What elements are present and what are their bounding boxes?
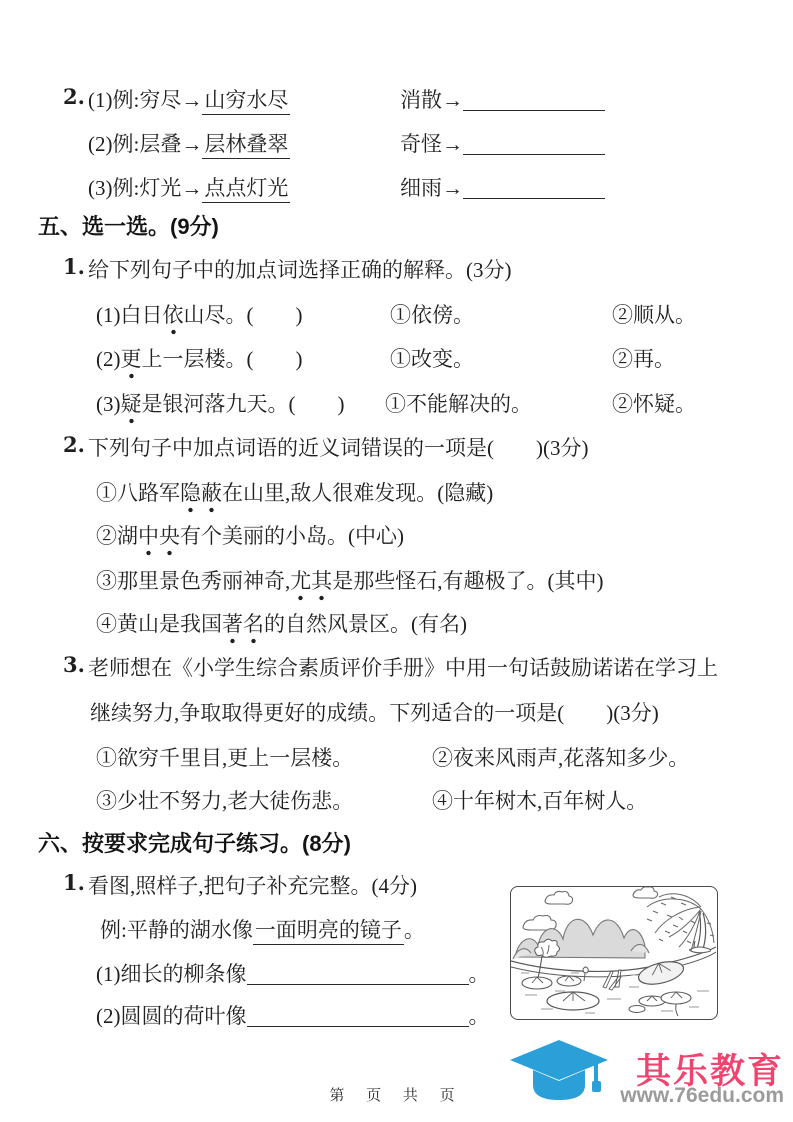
example-word: 层林叠翠 <box>202 132 290 159</box>
answer-blank[interactable] <box>247 1006 469 1027</box>
sentence-post: 有个美丽的小岛。(中心) <box>180 524 404 548</box>
pond-illustration <box>510 886 718 1020</box>
fill-line <box>96 1000 490 1030</box>
question-number: 1. <box>63 254 85 279</box>
answer-blank[interactable] <box>463 134 605 155</box>
sentence-pre: (1)细长的柳条像 <box>96 962 247 986</box>
answer-bracket[interactable]: ( ) <box>246 347 303 371</box>
sentence-post: 在山里,敌人很难发现。(隐藏) <box>222 481 494 505</box>
dotted-word: 中央 <box>138 524 180 556</box>
question-stem <box>0 652 793 686</box>
example-word: 山穷水尽 <box>202 88 290 115</box>
option-sentence[interactable] <box>96 520 404 550</box>
question-number: 3. <box>63 652 85 677</box>
choice-row <box>0 343 793 377</box>
example-label: 例:灯光→ <box>112 176 203 200</box>
pond-scene-drawing <box>511 887 716 1018</box>
option-sentence[interactable] <box>96 608 467 638</box>
fill-row-left <box>88 84 290 114</box>
fill-line <box>96 958 490 988</box>
section-header <box>0 827 793 861</box>
item-index: (1) <box>96 303 121 327</box>
sentence-pre: ③那里景色秀丽神奇, <box>96 569 291 593</box>
target-word: 奇怪→ <box>400 132 463 156</box>
dotted-word: 著名 <box>222 612 264 644</box>
fill-row <box>0 84 793 118</box>
item-index: (3) <box>96 392 121 416</box>
target-word: 细雨→ <box>400 176 463 200</box>
sentence-pre: ①八路军 <box>96 481 180 505</box>
fill-row-left <box>88 128 290 158</box>
fill-row <box>0 172 793 206</box>
example-line <box>100 914 425 944</box>
option-row <box>0 608 793 642</box>
option-row <box>0 520 793 554</box>
fill-row-left <box>88 172 290 202</box>
sentence-post: 山尽。 <box>183 303 247 327</box>
choice-row <box>0 299 793 333</box>
sentence <box>96 299 303 329</box>
example-label: 例:层叠→ <box>112 132 203 156</box>
example-word: 点点灯光 <box>202 176 290 203</box>
stem-text: 给下列句子中的加点词选择正确的解释。(3分) <box>88 258 512 282</box>
sentence-pre: ④黄山是我国 <box>96 612 222 636</box>
brand-url[interactable]: www.76edu.com <box>620 1084 784 1107</box>
option-2[interactable]: ②顺从。 <box>612 303 696 327</box>
fill-row-right <box>400 172 605 202</box>
dotted-word: 更 <box>121 347 142 379</box>
sentence-post: 。 <box>468 962 490 986</box>
item-index: (1) <box>88 88 113 112</box>
option-row <box>0 785 793 819</box>
example-pre: 例:平静的湖水像 <box>100 918 253 942</box>
example-label: 例:穷尽→ <box>112 88 203 112</box>
item-index: (2) <box>96 347 121 371</box>
page-footer: 第 页 共 页 <box>329 1088 464 1104</box>
brand-name: 其乐教育 <box>635 1052 784 1091</box>
sentence-post: 上一层楼。 <box>141 347 247 371</box>
question-stem-wrap <box>0 697 793 731</box>
section-title: 六、按要求完成句子练习。(8分) <box>38 831 351 856</box>
sentence-pre: (2)圆圆的荷叶像 <box>96 1004 247 1028</box>
item-index: (3) <box>88 176 113 200</box>
example-post: 。 <box>403 918 425 942</box>
option-2[interactable]: ②怀疑。 <box>612 392 696 416</box>
stem-text: 看图,照样子,把句子补充完整。(4分) <box>88 874 417 898</box>
example-underlined: 一面明亮的镜子 <box>253 918 404 945</box>
sentence-post: 。 <box>468 1004 490 1028</box>
answer-bracket[interactable]: ( ) <box>246 303 303 327</box>
sentence <box>96 343 303 373</box>
stem-text-line2: 继续努力,争取取得更好的成绩。下列适合的一项是( )(3分) <box>90 701 659 725</box>
option-1[interactable]: ①依傍。 <box>390 303 474 327</box>
choice-row <box>0 388 793 422</box>
sentence-post: 是那些怪石,有趣极了。(其中) <box>332 569 604 593</box>
dotted-word: 疑 <box>121 392 142 424</box>
answer-bracket[interactable]: ( ) <box>288 392 345 416</box>
question-number: 2. <box>63 84 85 109</box>
sentence-pre: ②湖 <box>96 524 138 548</box>
dotted-word: 依 <box>163 303 184 335</box>
fill-row-right <box>400 128 605 158</box>
question-number: 2. <box>63 432 85 457</box>
option-1[interactable]: ①不能解决的。 <box>385 392 532 416</box>
option-4[interactable]: ④十年树木,百年树人。 <box>432 789 648 813</box>
option-1[interactable]: ①改变。 <box>390 347 474 371</box>
item-index: (2) <box>88 132 113 156</box>
option-sentence[interactable] <box>96 565 604 595</box>
dotted-word: 隐蔽 <box>180 481 222 513</box>
fill-row-right <box>400 84 605 114</box>
question-number: 1. <box>63 870 85 895</box>
option-1[interactable]: ①欲穷千里目,更上一层楼。 <box>96 746 354 770</box>
answer-blank[interactable] <box>463 90 605 111</box>
stem-text-line1: 老师想在《小学生综合素质评价手册》中用一句话鼓励诺诺在学习上 <box>88 656 718 680</box>
question-stem <box>0 432 793 466</box>
sentence-pre: 白日 <box>120 303 163 327</box>
stem-text: 下列句子中加点词语的近义词错误的一项是( )(3分) <box>88 436 589 460</box>
question-stem <box>0 254 793 288</box>
section-header <box>0 210 793 244</box>
sentence-post: 是银河落九天。 <box>141 392 289 416</box>
option-row <box>0 565 793 599</box>
sentence-post: 的自然风景区。(有名) <box>264 612 467 636</box>
option-sentence[interactable] <box>96 477 493 507</box>
target-word: 消散→ <box>400 88 463 112</box>
option-2[interactable]: ②夜来风雨声,花落知多少。 <box>432 746 690 770</box>
answer-blank[interactable] <box>247 964 469 985</box>
section-title: 五、选一选。(9分) <box>38 214 219 239</box>
answer-blank[interactable] <box>463 178 605 199</box>
option-row <box>0 477 793 511</box>
dotted-word: 尤其 <box>290 569 332 601</box>
fill-row <box>0 128 793 162</box>
option-3[interactable]: ③少壮不努力,老大徒伤悲。 <box>96 789 354 813</box>
graduation-cap-icon <box>508 1038 610 1114</box>
sentence <box>96 388 345 418</box>
brand-logo <box>508 1036 788 1116</box>
option-row <box>0 742 793 776</box>
option-2[interactable]: ②再。 <box>612 347 675 371</box>
